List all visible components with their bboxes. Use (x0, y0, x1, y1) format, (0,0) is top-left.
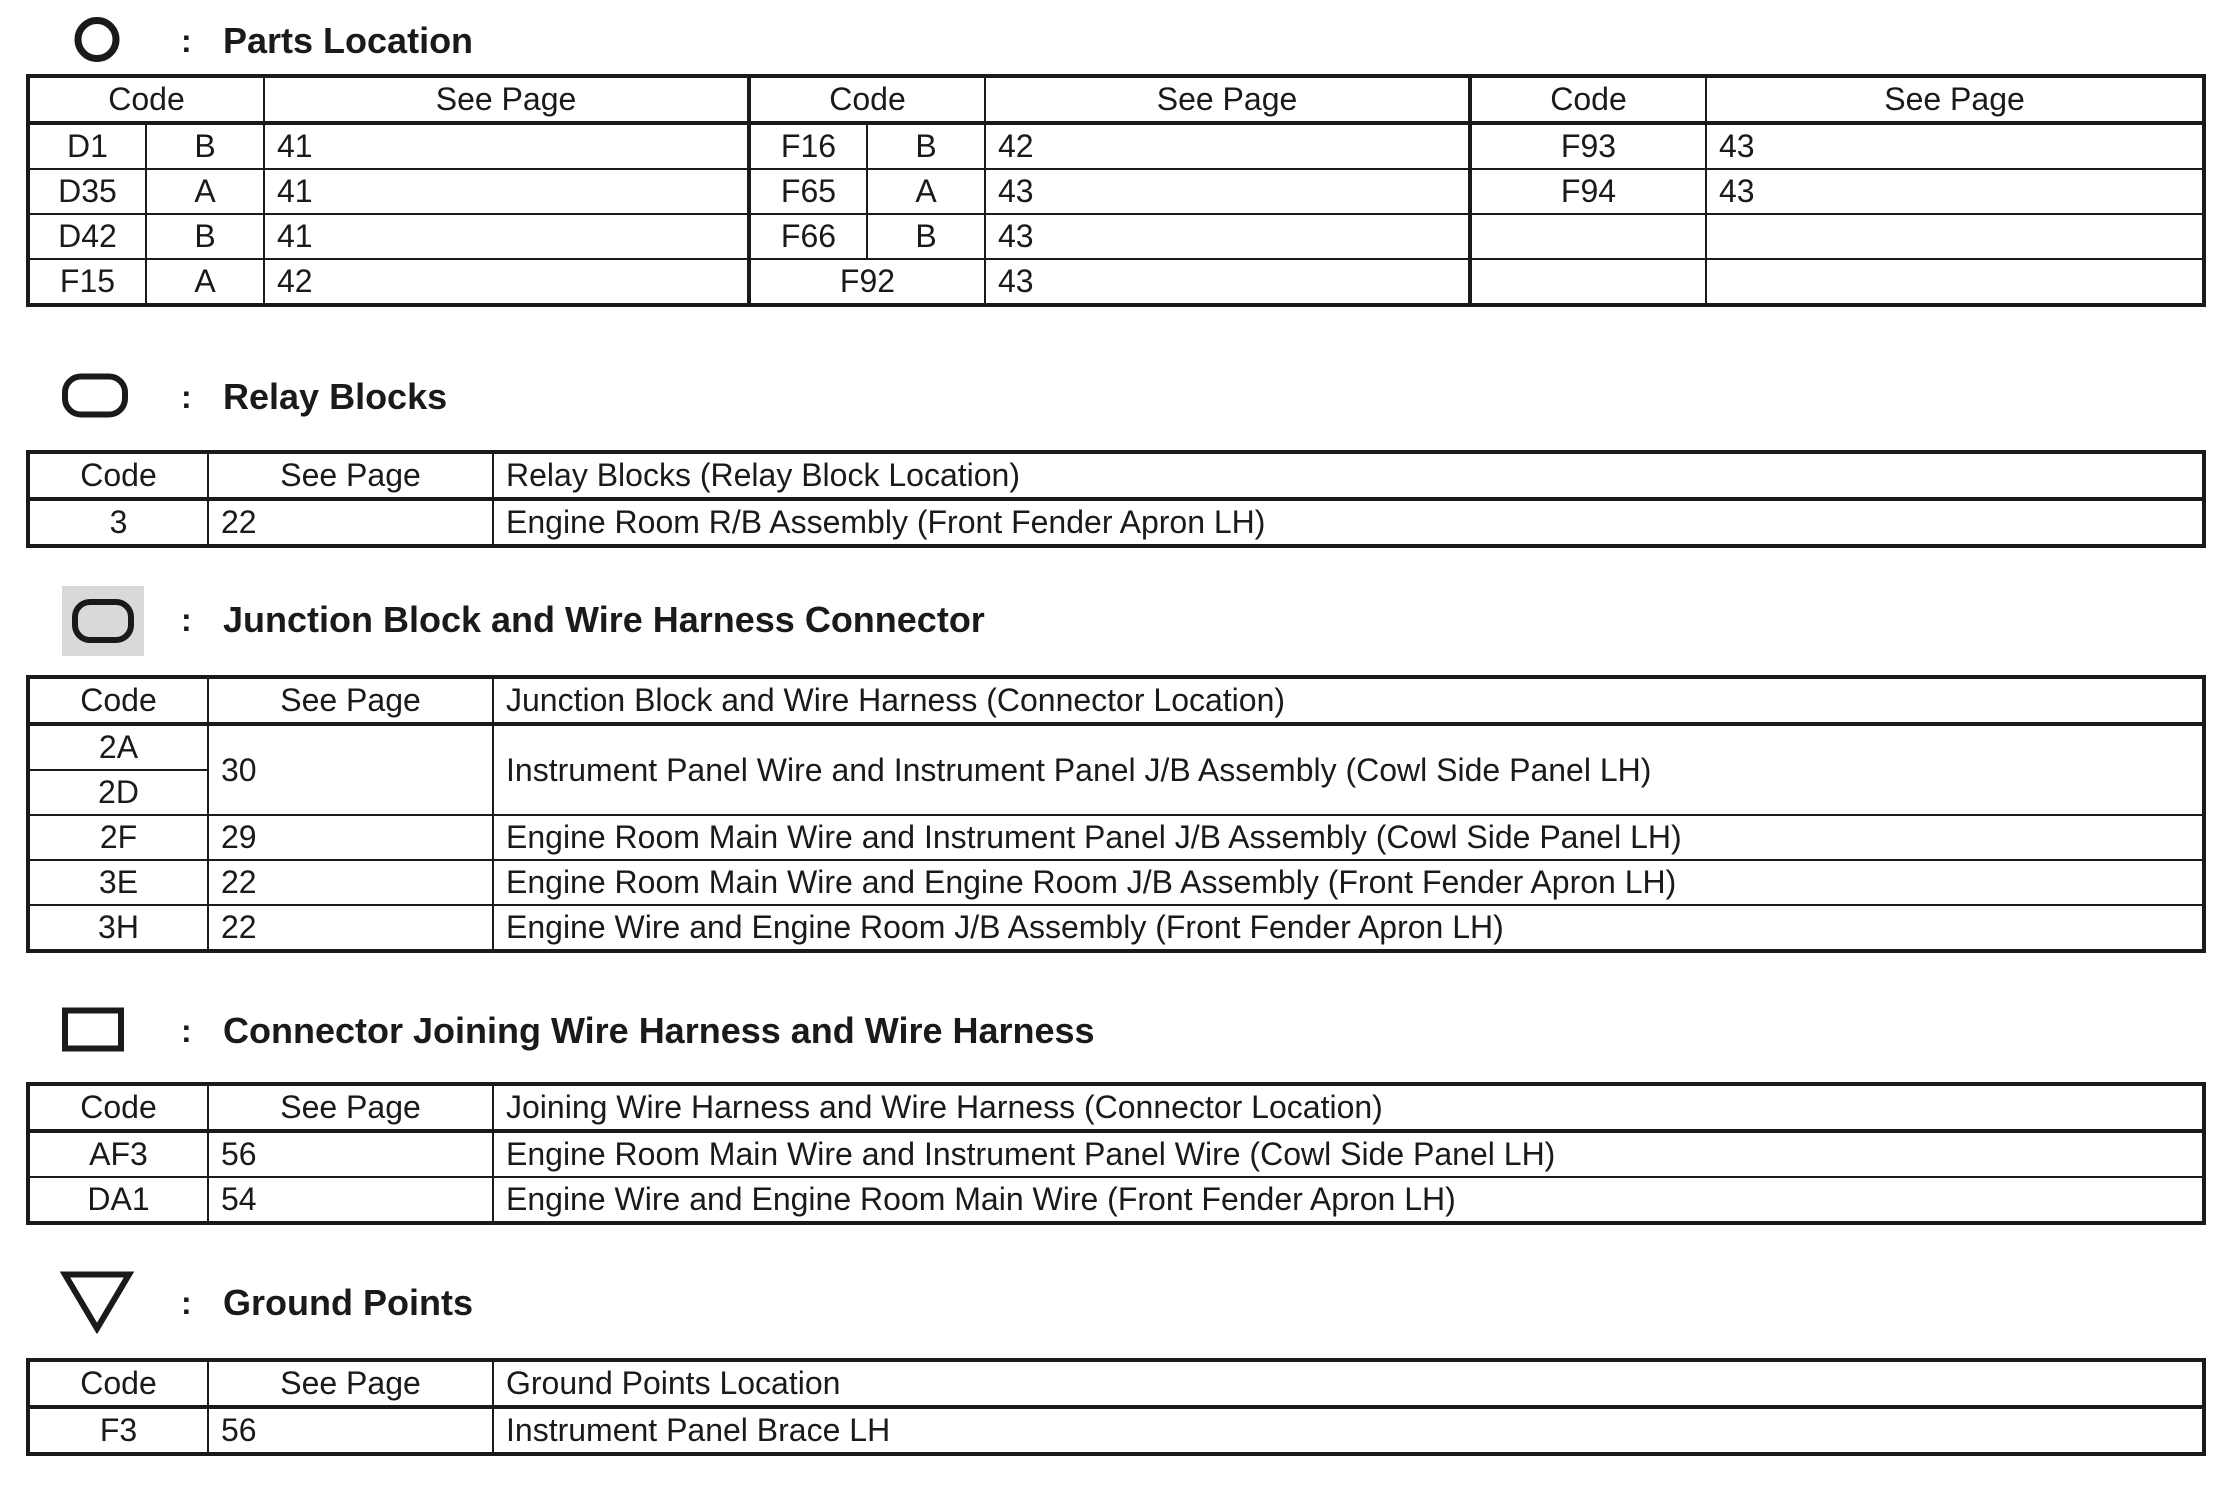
location-description: Engine Room Main Wire and Instrument Panel Wire (Cowl Side Panel LH) (493, 1131, 2204, 1177)
connector-code: DA1 (28, 1177, 208, 1223)
connector-code: AF3 (28, 1131, 208, 1177)
code-header: Code (28, 677, 208, 724)
part-code: F65 (749, 169, 867, 214)
table-row (28, 815, 2204, 860)
junction-block-section (26, 589, 2202, 953)
section-heading (26, 1000, 2202, 1064)
part-code (1470, 259, 1706, 305)
part-code (1470, 214, 1706, 259)
relay-blocks-section (26, 366, 2202, 548)
code-header: Code (28, 452, 208, 499)
ground-points-table (26, 1358, 2206, 1456)
heading-colon: : (181, 1284, 192, 1321)
junction-block-table (26, 675, 2206, 953)
rectangle-icon (60, 1005, 126, 1060)
table-header-row (28, 1084, 2204, 1131)
table-row (28, 169, 2204, 214)
page-number: 22 (208, 499, 493, 546)
section-heading (26, 1272, 2202, 1336)
parts-location-section (26, 10, 2202, 307)
table-row (28, 724, 2204, 770)
part-code: F66 (749, 214, 867, 259)
connector-joining-section (26, 1000, 2202, 1225)
table-row (28, 1131, 2204, 1177)
section-title: Relay Blocks (223, 376, 448, 418)
code-header: Code (28, 76, 264, 123)
part-code: D42 (28, 214, 146, 259)
table-header-row (28, 76, 2204, 123)
table-row (28, 259, 2204, 305)
part-code-suffix: B (867, 214, 985, 259)
description-header: Relay Blocks (Relay Block Location) (493, 452, 2204, 499)
part-code-suffix: A (867, 169, 985, 214)
part-code: F94 (1470, 169, 1706, 214)
section-heading (26, 589, 2202, 653)
part-code: F92 (749, 259, 985, 305)
table-row (28, 123, 2204, 169)
connector-code: 2A (28, 724, 208, 770)
page-number: 41 (264, 169, 749, 214)
page-number: 56 (208, 1407, 493, 1454)
page-number (1706, 214, 2204, 259)
connector-code: 2F (28, 815, 208, 860)
section-heading (26, 366, 2202, 430)
page-number: 43 (1706, 169, 2204, 214)
connector-code: 3E (28, 860, 208, 905)
part-code: F15 (28, 259, 146, 305)
page-number: 56 (208, 1131, 493, 1177)
section-title: Junction Block and Wire Harness Connector (223, 599, 985, 641)
page-number: 29 (208, 815, 493, 860)
location-description: Instrument Panel Wire and Instrument Panel J/B Assembly (Cowl Side Panel LH) (493, 724, 2204, 815)
description-header: Joining Wire Harness and Wire Harness (Connector Location) (493, 1084, 2204, 1131)
page-number: 41 (264, 123, 749, 169)
part-code-suffix: B (146, 123, 264, 169)
shaded-rounded-rectangle-icon (62, 586, 144, 656)
page-number: 42 (264, 259, 749, 305)
part-code: D35 (28, 169, 146, 214)
table-row (28, 1407, 2204, 1454)
heading-colon: : (181, 1012, 192, 1049)
see-page-header: See Page (208, 452, 493, 499)
part-code: D1 (28, 123, 146, 169)
page-number: 43 (985, 169, 1470, 214)
connector-code: 2D (28, 770, 208, 815)
code-header: Code (1470, 76, 1706, 123)
location-description: Engine Wire and Engine Room J/B Assembly (Front Fender Apron LH) (493, 905, 2204, 951)
description-header: Junction Block and Wire Harness (Connector Location) (493, 677, 2204, 724)
rounded-rectangle-icon (60, 372, 130, 425)
ground-points-section (26, 1272, 2202, 1456)
part-code-suffix: A (146, 259, 264, 305)
ground-code: F3 (28, 1407, 208, 1454)
table-row (28, 214, 2204, 259)
relay-blocks-table (26, 450, 2206, 548)
table-header-row (28, 452, 2204, 499)
table-header-row (28, 1360, 2204, 1407)
table-row (28, 1177, 2204, 1223)
connector-code: 3H (28, 905, 208, 951)
see-page-header: See Page (208, 1360, 493, 1407)
page-number: 43 (1706, 123, 2204, 169)
page-number: 42 (985, 123, 1470, 169)
part-code-suffix: B (867, 123, 985, 169)
page-number: 43 (985, 214, 1470, 259)
description-header: Ground Points Location (493, 1360, 2204, 1407)
heading-colon: : (181, 22, 192, 59)
parts-location-table (26, 74, 2206, 307)
location-description: Engine Wire and Engine Room Main Wire (Front Fender Apron LH) (493, 1177, 2204, 1223)
part-code-suffix: B (146, 214, 264, 259)
table-row (28, 499, 2204, 546)
part-code-suffix: A (146, 169, 264, 214)
heading-colon: : (181, 378, 192, 415)
see-page-header: See Page (985, 76, 1470, 123)
location-description: Engine Room Main Wire and Engine Room J/B Assembly (Front Fender Apron LH) (493, 860, 2204, 905)
see-page-header: See Page (264, 76, 749, 123)
page-number: 41 (264, 214, 749, 259)
heading-colon: : (181, 601, 192, 638)
see-page-header: See Page (1706, 76, 2204, 123)
section-heading (26, 10, 2202, 74)
see-page-header: See Page (208, 1084, 493, 1131)
relay-code: 3 (28, 499, 208, 546)
page-number: 30 (208, 724, 493, 815)
part-code: F16 (749, 123, 867, 169)
code-header: Code (28, 1084, 208, 1131)
table-header-row (28, 677, 2204, 724)
circle-icon (72, 15, 122, 70)
page-number (1706, 259, 2204, 305)
location-description: Engine Room R/B Assembly (Front Fender Apron LH) (493, 499, 2204, 546)
location-description: Engine Room Main Wire and Instrument Panel J/B Assembly (Cowl Side Panel LH) (493, 815, 2204, 860)
page-number: 22 (208, 860, 493, 905)
page-number: 54 (208, 1177, 493, 1223)
section-title: Ground Points (223, 1282, 473, 1324)
page-number: 22 (208, 905, 493, 951)
table-row (28, 860, 2204, 905)
part-code: F93 (1470, 123, 1706, 169)
section-title: Parts Location (223, 20, 474, 62)
table-row (28, 905, 2204, 951)
connector-joining-table (26, 1082, 2206, 1225)
location-description: Instrument Panel Brace LH (493, 1407, 2204, 1454)
section-title: Connector Joining Wire Harness and Wire Harness (223, 1010, 1095, 1052)
inverted-triangle-icon (60, 1270, 134, 1339)
see-page-header: See Page (208, 677, 493, 724)
code-header: Code (749, 76, 985, 123)
page-number: 43 (985, 259, 1470, 305)
code-header: Code (28, 1360, 208, 1407)
